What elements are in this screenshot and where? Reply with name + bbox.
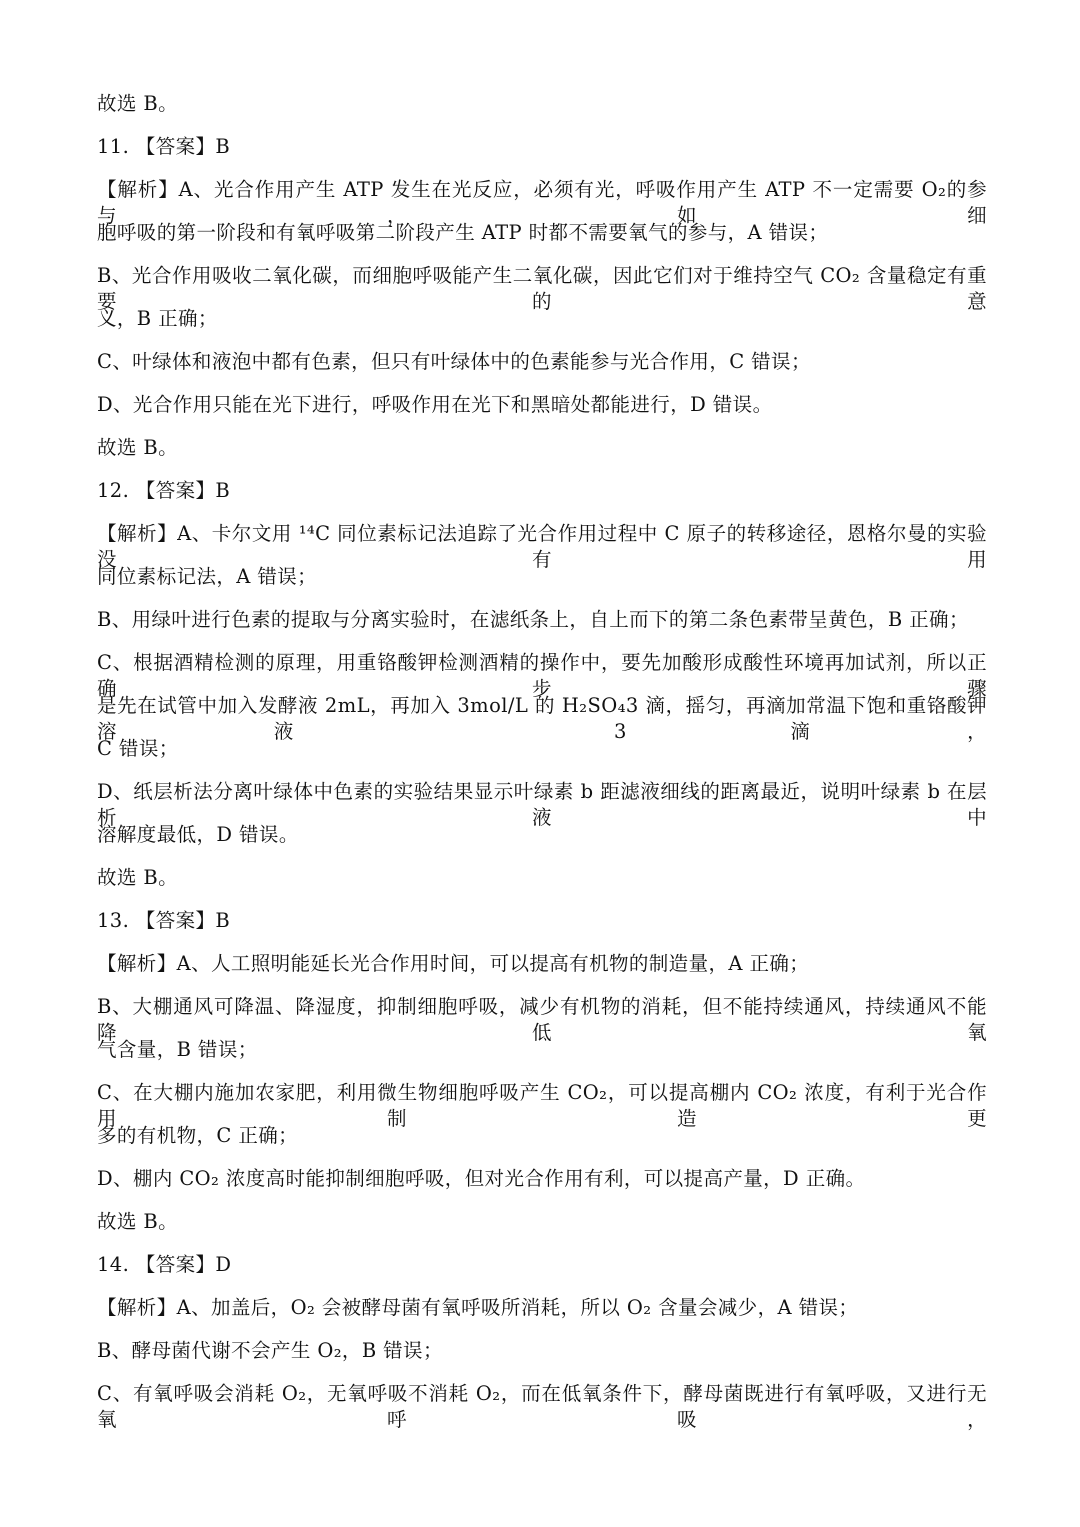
- text-line: B、用绿叶进行色素的提取与分离实验时，在滤纸条上，自上而下的第二条色素带呈黄色，B 正确；: [97, 608, 969, 631]
- text-line: 多的有机物，C 正确；: [97, 1124, 299, 1147]
- text-line: 【解析】A、光合作用产生 ATP 发生在光反应，必须有光，呼吸作用产生 ATP 不一定需要 O₂的参与，如细: [97, 178, 987, 227]
- text-line: 义，B 正确；: [97, 307, 218, 330]
- text-line: C、叶绿体和液泡中都有色素，但只有叶绿体中的色素能参与光合作用，C 错误；: [97, 350, 811, 373]
- text-line: 同位素标记法，A 错误；: [97, 565, 318, 588]
- text-line: 【解析】A、人工照明能延长光合作用时间，可以提高有机物的制造量，A 正确；: [97, 952, 810, 975]
- text-line: 故选 B。: [97, 1210, 179, 1233]
- answer-heading-14: 14. 【答案】D: [97, 1253, 232, 1276]
- text-line: C、根据酒精检测的原理，用重铬酸钾检测酒精的操作中，要先加酸形成酸性环境再加试剂，所以正确步骤: [97, 651, 987, 700]
- answer-heading-12: 12. 【答案】B: [97, 479, 231, 502]
- text-line: B、大棚通风可降温、降湿度，抑制细胞呼吸，减少有机物的消耗，但不能持续通风，持续通风不能降低氧: [97, 995, 987, 1044]
- text-line: 【解析】A、加盖后，O₂ 会被酵母菌有氧呼吸所消耗，所以 O₂ 含量会减少，A 错误；: [97, 1296, 859, 1319]
- text-line: 气含量，B 错误；: [97, 1038, 258, 1061]
- text-line: 故选 B。: [97, 866, 179, 889]
- text-line: 故选 B。: [97, 92, 179, 115]
- answer-heading-13: 13. 【答案】B: [97, 909, 231, 932]
- text-line: B、酵母菌代谢不会产生 O₂，B 错误；: [97, 1339, 443, 1362]
- text-line: C、有氧呼吸会消耗 O₂，无氧呼吸不消耗 O₂，而在低氧条件下，酵母菌既进行有氧呼吸，又进行无氧呼吸，: [97, 1382, 987, 1431]
- text-line: D、光合作用只能在光下进行，呼吸作用在光下和黑暗处都能进行，D 错误。: [97, 393, 773, 416]
- text-line: 【解析】A、卡尔文用 ¹⁴C 同位素标记法追踪了光合作用过程中 C 原子的转移途径，恩格尔曼的实验没有用: [97, 522, 987, 571]
- text-line: D、棚内 CO₂ 浓度高时能抑制细胞呼吸，但对光合作用有利，可以提高产量，D 正确。: [97, 1167, 866, 1190]
- text-line: D、纸层析法分离叶绿体中色素的实验结果显示叶绿素 b 距滤液细线的距离最近，说明叶绿素 b 在层析液中: [97, 780, 987, 829]
- text-line: 故选 B。: [97, 436, 179, 459]
- text-line: C 错误；: [97, 737, 179, 760]
- text-line: 溶解度最低，D 错误。: [97, 823, 299, 846]
- text-line: B、光合作用吸收二氧化碳，而细胞呼吸能产生二氧化碳，因此它们对于维持空气 CO₂ 含量稳定有重要的意: [97, 264, 987, 313]
- text-line: 是先在试管中加入发酵液 2mL，再加入 3mol/L 的 H₂SO₄3 滴，摇匀，再滴加常温下饱和重铬酸钾溶液 3 滴，: [97, 694, 987, 743]
- text-line: 胞呼吸的第一阶段和有氧呼吸第二阶段产生 ATP 时都不需要氧气的参与，A 错误；: [97, 221, 829, 244]
- text-line: C、在大棚内施加农家肥，利用微生物细胞呼吸产生 CO₂，可以提高棚内 CO₂ 浓度，有利于光合作用制造更: [97, 1081, 987, 1130]
- answer-heading-11: 11. 【答案】B: [97, 135, 231, 158]
